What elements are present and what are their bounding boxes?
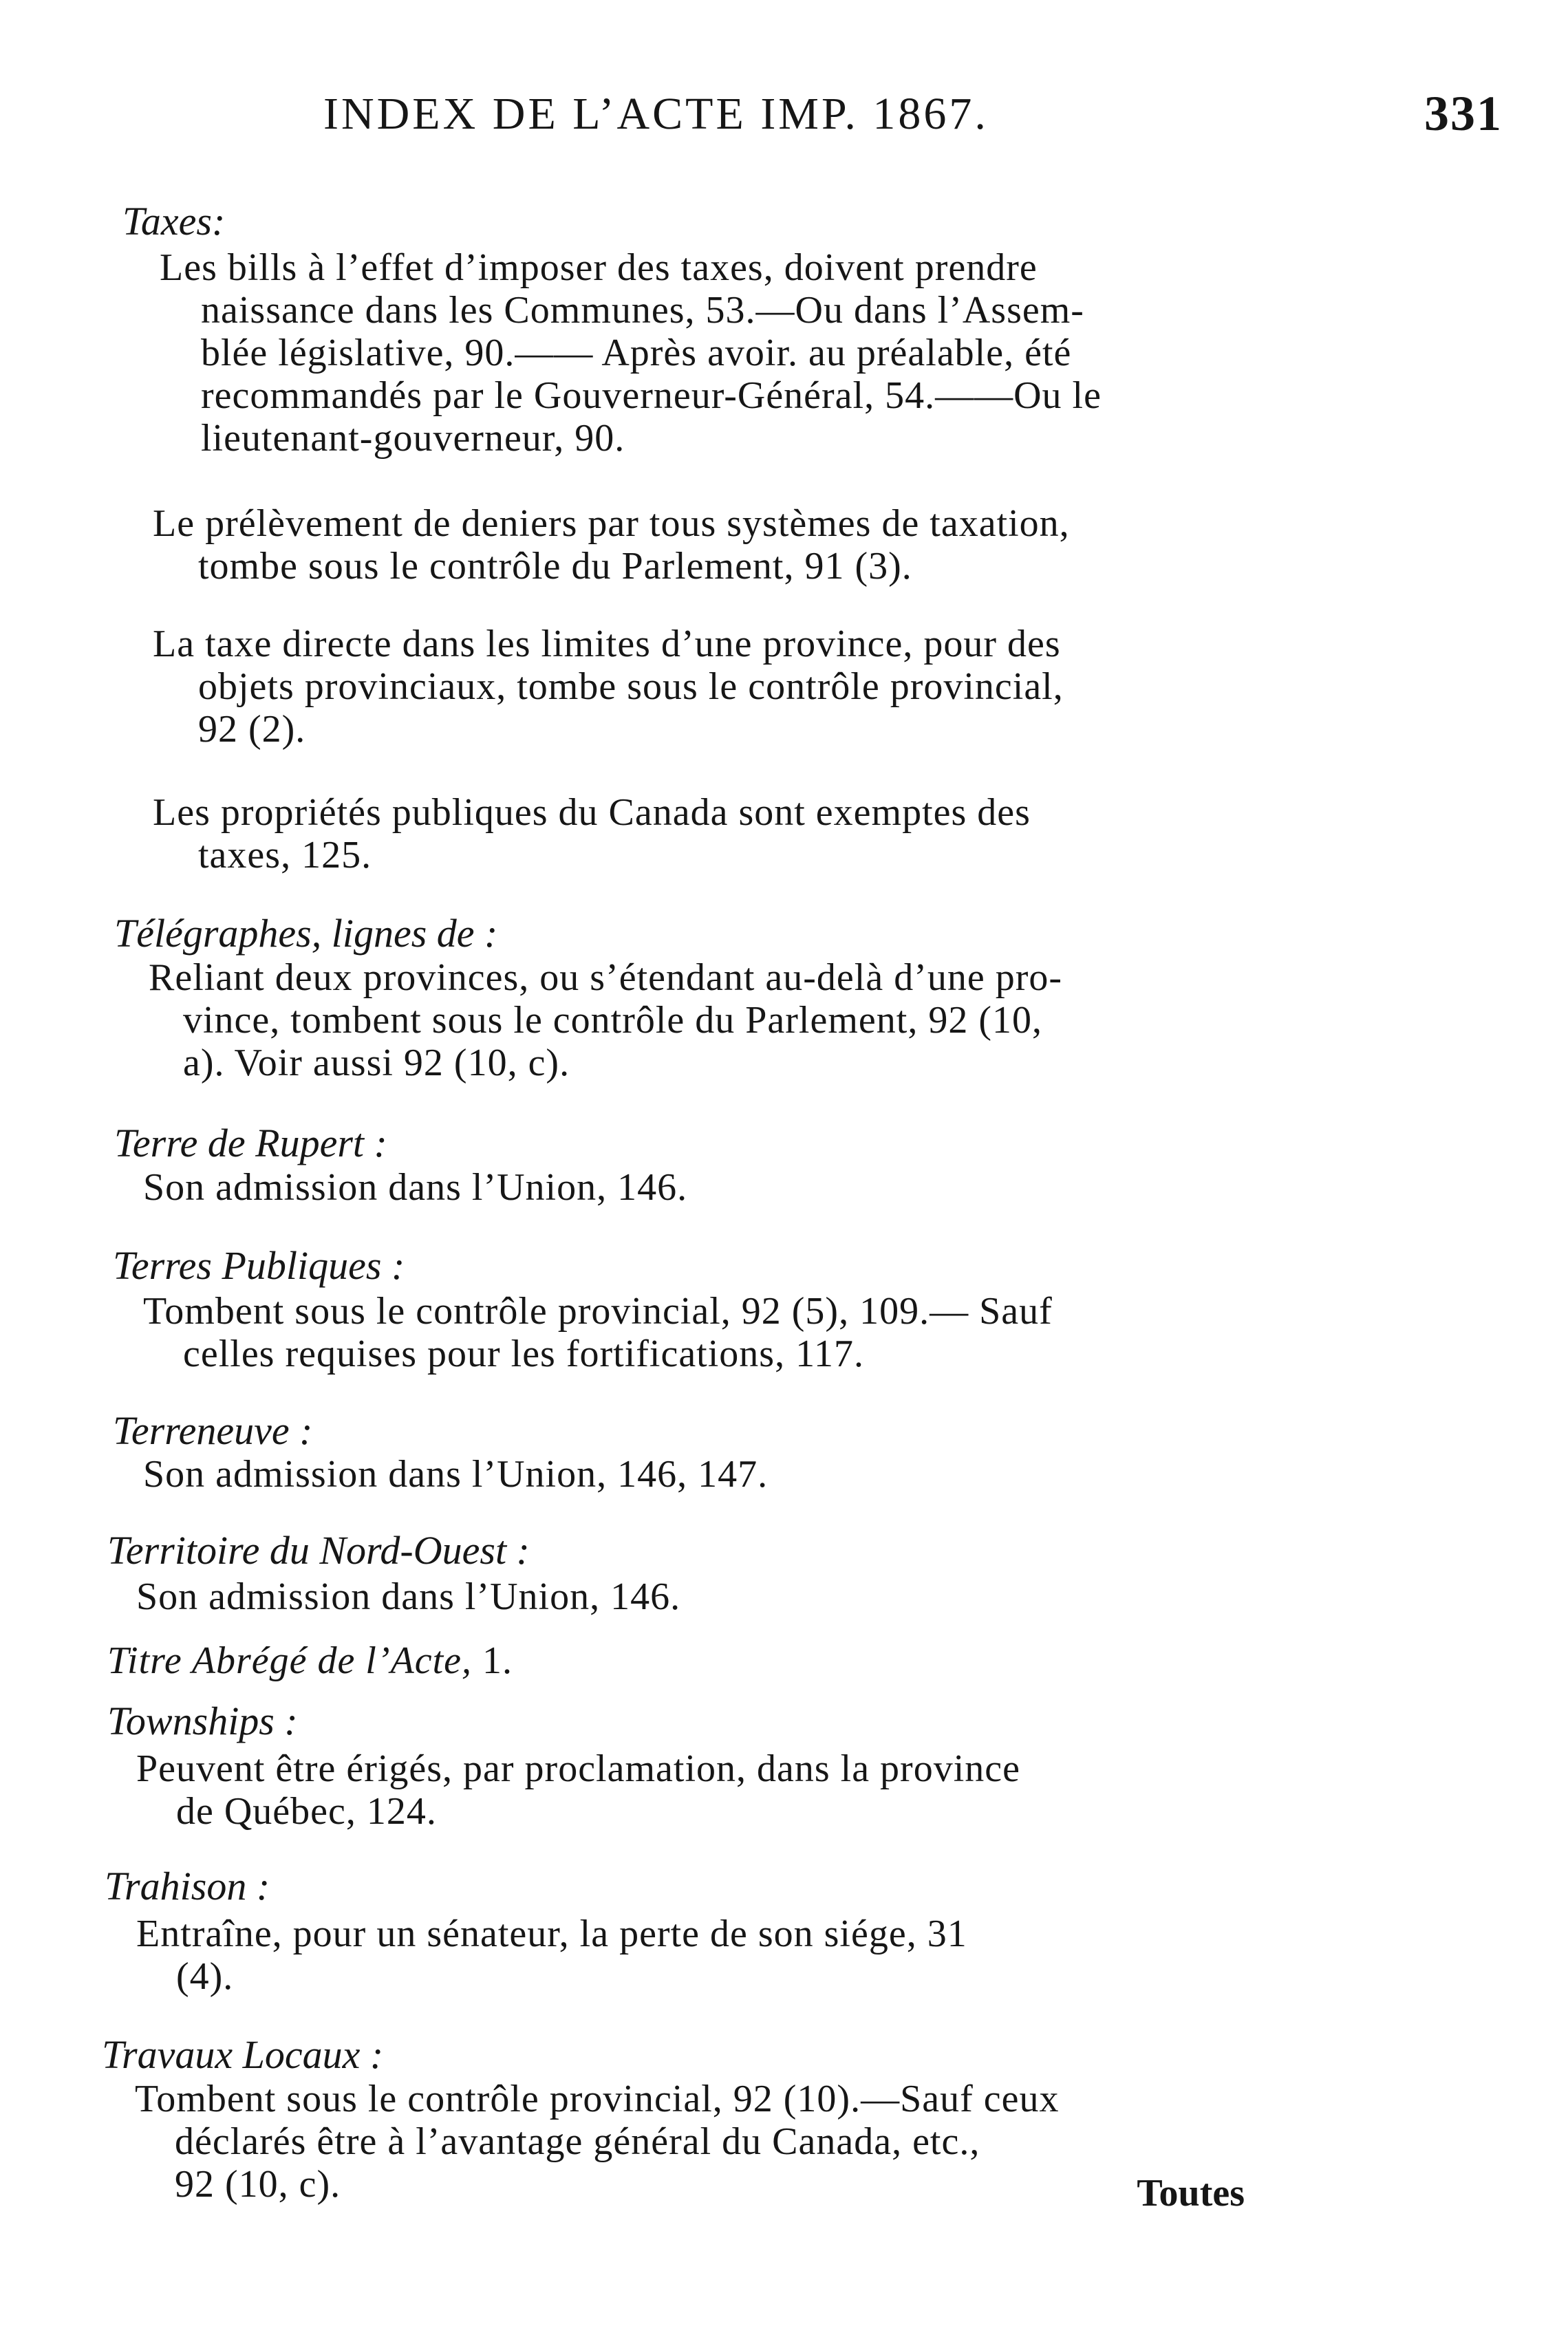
entry-line: Les bills à l’effet d’imposer des taxes, doivent prendre xyxy=(160,246,1038,289)
entry-line: Reliant deux provinces, ou s’étendant au-delà d’une pro- xyxy=(149,956,1063,999)
heading-trahison: Trahison : xyxy=(105,1864,270,1908)
heading-terres-publiques: Terres Publiques : xyxy=(113,1243,405,1288)
entry-line: Tombent sous le contrôle provincial, 92 (5), 109.— Sauf xyxy=(143,1290,1053,1333)
entry-line: Tombent sous le contrôle provincial, 92 (10).—Sauf ceux xyxy=(135,2078,1060,2120)
entry-line: La taxe directe dans les limites d’une province, pour des xyxy=(153,623,1061,665)
entry-line: lieutenant-gouverneur, 90. xyxy=(201,417,625,460)
running-title: INDEX DE L’ACTE IMP. 1867. xyxy=(323,89,989,139)
entry-line: (4). xyxy=(176,1955,234,1998)
entry-line: recommandés par le Gouverneur-Général, 54.——Ou le xyxy=(201,374,1102,417)
entry-line: déclarés être à l’avantage général du Canada, etc., xyxy=(175,2120,980,2163)
page-number: 331 xyxy=(1424,86,1503,141)
entry-line: objets provinciaux, tombe sous le contrôle provincial, xyxy=(198,665,1064,708)
entry-trahison xyxy=(136,1913,967,1998)
entry-line: Peuvent être érigés, par proclamation, dans la province xyxy=(136,1747,1020,1790)
entry-line: celles requises pour les fortifications, 117. xyxy=(183,1333,864,1375)
entry-line: Son admission dans l’Union, 146, 147. xyxy=(143,1453,769,1496)
entry-titre-abrege xyxy=(107,1639,513,1683)
entry-taxes-p4 xyxy=(153,791,1031,876)
entry-line: Entraîne, pour un sénateur, la perte de son siége, 31 xyxy=(136,1913,967,1955)
entry-taxes-p1 xyxy=(160,246,1102,460)
catchword: Toutes xyxy=(1137,2172,1245,2215)
entry-ref: 1. xyxy=(471,1639,513,1682)
entry-line: de Québec, 124. xyxy=(176,1790,437,1833)
heading-terre-de-rupert: Terre de Rupert : xyxy=(114,1121,387,1165)
heading-titre-abrege: Titre Abrégé de l’Acte, xyxy=(107,1639,472,1682)
heading-telegraphes: Télégraphes, lignes de : xyxy=(114,911,498,956)
entry-line: vince, tombent sous le contrôle du Parlement, 92 (10, xyxy=(183,999,1042,1042)
entry-line: taxes, 125. xyxy=(198,834,372,876)
entry-line: Son admission dans l’Union, 146. xyxy=(143,1166,688,1209)
entry-line: Les propriétés publiques du Canada sont exemptes des xyxy=(153,791,1031,834)
heading-taxes: Taxes: xyxy=(122,199,226,244)
entry-taxes-p3 xyxy=(153,623,1064,751)
entry-line: 92 (10, c). xyxy=(175,2163,341,2206)
entry-terres-publiques xyxy=(143,1290,1053,1375)
entry-territoire-nord-ouest xyxy=(136,1575,680,1618)
entry-line: blée législative, 90.—— Après avoir. au préalable, été xyxy=(201,332,1072,374)
entry-townships xyxy=(136,1747,1020,1833)
entry-travaux-locaux xyxy=(135,2078,1059,2206)
entry-taxes-p2 xyxy=(153,502,1070,588)
entry-telegraphes xyxy=(149,956,1062,1084)
entry-line: tombe sous le contrôle du Parlement, 91 (3). xyxy=(198,545,912,588)
heading-territoire-nord-ouest: Territoire du Nord-Ouest : xyxy=(107,1528,530,1573)
entry-line: a). Voir aussi 92 (10, c). xyxy=(183,1042,570,1084)
entry-line: Le prélèvement de deniers par tous systèmes de taxation, xyxy=(153,502,1070,545)
entry-line: naissance dans les Communes, 53.—Ou dans l’Assem- xyxy=(201,289,1084,332)
entry-line: 92 (2). xyxy=(198,708,306,751)
heading-travaux-locaux: Travaux Locaux : xyxy=(102,2032,384,2077)
heading-townships: Townships : xyxy=(107,1699,298,1743)
heading-terreneuve: Terreneuve : xyxy=(113,1408,313,1453)
entry-line: Son admission dans l’Union, 146. xyxy=(136,1575,681,1618)
entry-terreneuve xyxy=(143,1453,768,1496)
entry-terre-de-rupert xyxy=(143,1166,687,1209)
